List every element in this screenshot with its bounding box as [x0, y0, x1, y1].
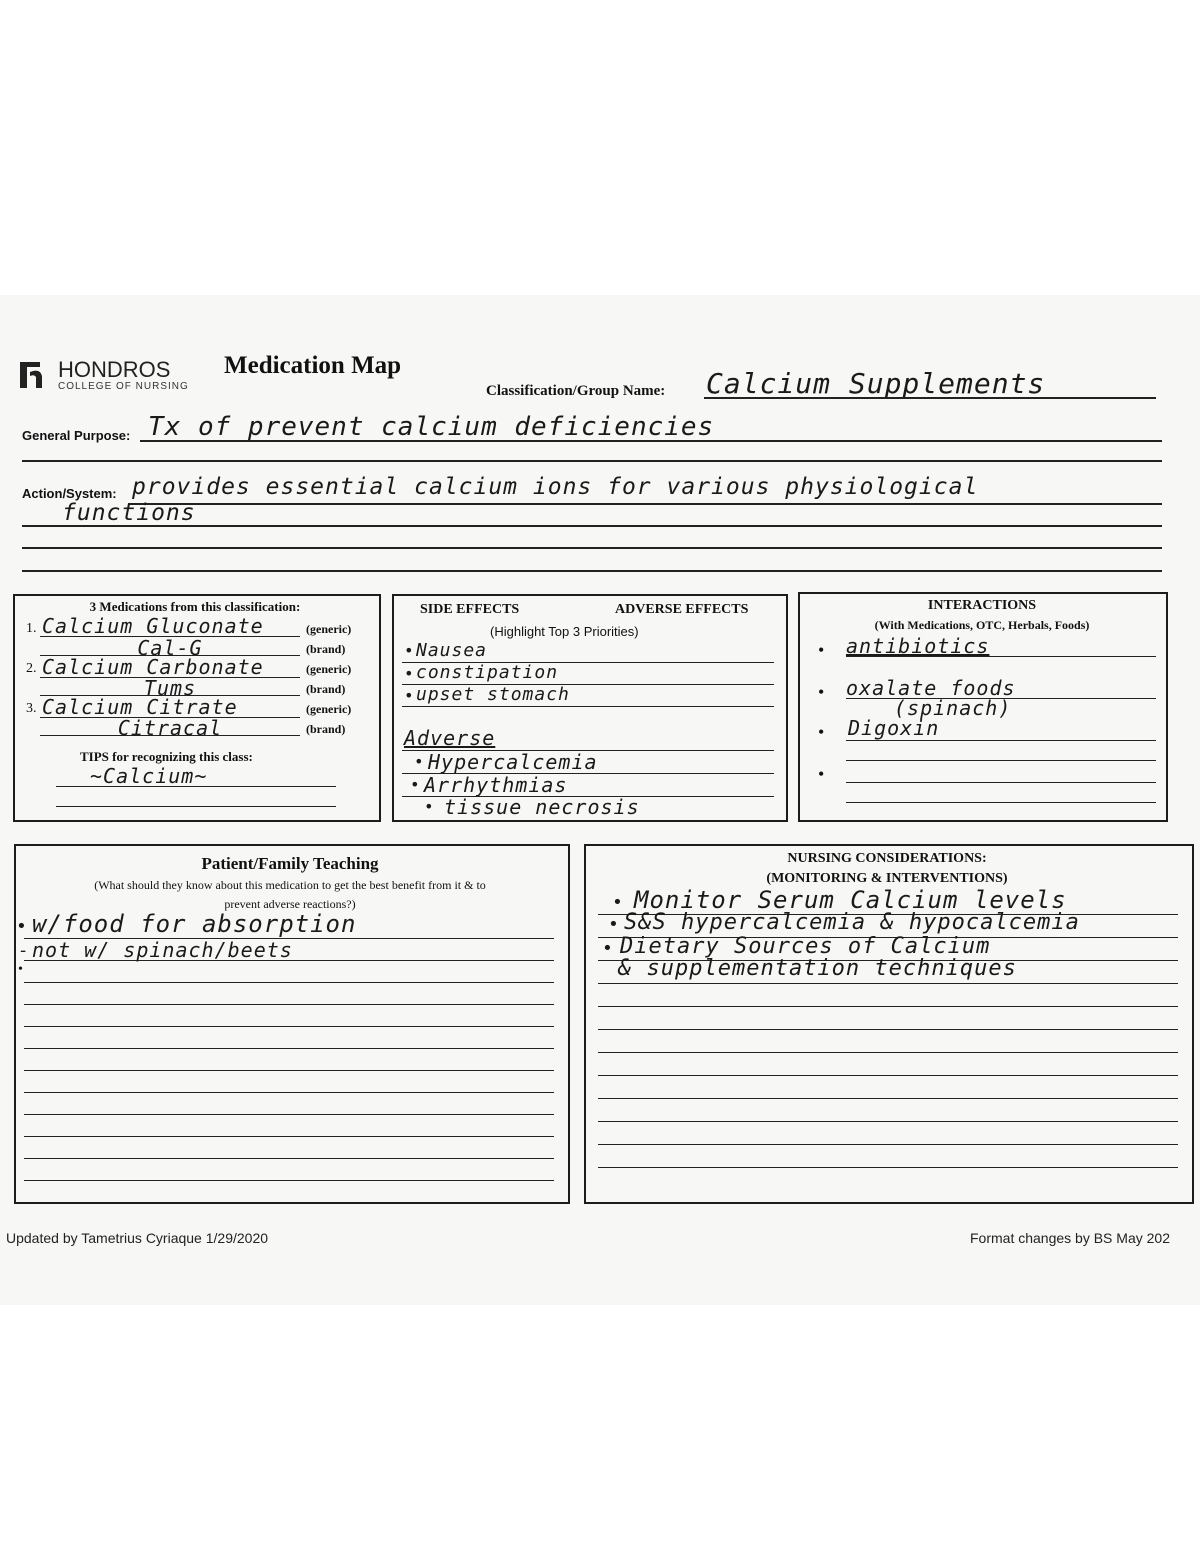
teaching-subheading: (What should they know about this medication to get the best benefit from it & to: [94, 878, 486, 892]
action-system-line-4: [22, 570, 1162, 572]
interaction-2: oxalate foods: [846, 676, 1016, 700]
teaching-heading: Patient/Family Teaching: [201, 854, 379, 873]
tips-label: TIPS for recognizing this class:: [80, 749, 253, 764]
side-effect-1-bullet: •: [404, 641, 415, 660]
nursing-line-5: [598, 1006, 1178, 1007]
nursing-line-10: [598, 1121, 1178, 1122]
interaction-2-bullet: •: [818, 682, 825, 702]
nursing-line-8: [598, 1075, 1178, 1076]
highlight-label: (Highlight Top 3 Priorities): [490, 624, 639, 639]
hondros-logo-icon: [18, 360, 48, 390]
med-1-generic-label: (generic): [306, 622, 352, 636]
adverse-3: tissue necrosis: [444, 795, 640, 819]
interaction-4-bullet: •: [818, 764, 825, 784]
med-1-brand: Cal-G: [137, 636, 203, 660]
side-effect-line-3: [402, 706, 774, 707]
teaching-line-2: [24, 960, 554, 961]
action-system-line-2: [22, 525, 1162, 527]
side-effect-1: Nausea: [416, 640, 488, 661]
side-effects-heading: SIDE EFFECTS: [420, 602, 520, 617]
adverse-2: Arrhythmias: [424, 773, 568, 797]
nursing-line-9: [598, 1098, 1178, 1099]
side-effect-3: upset stomach: [416, 684, 570, 705]
tips-value: ~Calcium~: [90, 764, 208, 788]
interaction-3-bullet: •: [818, 722, 825, 742]
nursing-line-6: [598, 1029, 1178, 1030]
teaching-line-6: [24, 1048, 554, 1049]
adverse-3-bullet: •: [424, 797, 435, 816]
nursing-line-4: [598, 983, 1178, 984]
med-3-generic-label: (generic): [306, 702, 352, 716]
tips-line-2: [56, 806, 336, 807]
adverse-1: Hypercalcemia: [428, 750, 598, 774]
classification-value: Calcium Supplements: [706, 367, 1046, 400]
interactions-heading: INTERACTIONS: [927, 598, 1037, 613]
nursing-line-12: [598, 1167, 1178, 1168]
teaching-1-bullet: •: [16, 916, 28, 937]
med-3-number: 3.: [26, 701, 37, 716]
nursing-line-7: [598, 1052, 1178, 1053]
nursing-2: S&S hypercalcemia & hypocalcemia: [624, 910, 1080, 935]
teaching-line-3: [24, 982, 554, 983]
nursing-subheading: (MONITORING & INTERVENTIONS): [766, 871, 1008, 886]
med-3-brand-label: (brand): [306, 722, 346, 736]
side-effect-2-bullet: •: [404, 664, 415, 683]
teaching-2: not w/ spinach/beets: [32, 938, 293, 962]
med-3-brand-line: [40, 735, 300, 736]
teaching-line-4: [24, 1004, 554, 1005]
med-2-number: 2.: [26, 661, 37, 676]
interaction-line-6: [846, 802, 1156, 803]
nursing-line-11: [598, 1144, 1178, 1145]
action-system-value: provides essential calcium ions for various physiological: [132, 474, 979, 500]
medications-heading: 3 Medications from this classification:: [89, 599, 301, 614]
logo-subtitle: COLLEGE OF NURSING: [58, 381, 189, 392]
teaching-line-8: [24, 1092, 554, 1093]
interaction-1-bullet: •: [818, 640, 825, 660]
interaction-line-3: [846, 740, 1156, 741]
teaching-3-bullet: •: [18, 962, 23, 977]
page-title: Medication Map: [224, 352, 402, 379]
logo-name: HONDROS: [58, 357, 171, 382]
classification-label: Classification/Group Name:: [486, 383, 666, 399]
side-effect-3-bullet: •: [404, 686, 415, 705]
interaction-line-5: [846, 782, 1156, 783]
general-purpose-label: General Purpose:: [22, 428, 131, 443]
nursing-4: & supplementation techniques: [618, 956, 1017, 981]
interaction-3: Digoxin: [848, 716, 940, 740]
teaching-1: w/food for absorption: [32, 910, 357, 938]
action-system-line: [128, 503, 1162, 505]
action-system-label: Action/System:: [22, 486, 117, 501]
med-2-generic-label: (generic): [306, 662, 352, 676]
med-1-generic: Calcium Gluconate: [42, 614, 264, 638]
general-purpose-line-2: [22, 460, 1162, 462]
general-purpose-line: [140, 440, 1162, 442]
adverse-heading: Adverse: [404, 726, 496, 750]
adverse-2-bullet: •: [410, 775, 421, 794]
interaction-2-detail: (spinach): [894, 696, 1012, 720]
med-2-brand: Tums: [143, 676, 197, 700]
footer-updated-by: Updated by Tametrius Cyriaque 1/29/2020: [6, 1230, 269, 1246]
med-1-brand-label: (brand): [306, 642, 346, 656]
nursing-3: Dietary Sources of Calcium: [620, 934, 991, 959]
tips-line: [56, 786, 336, 787]
teaching-line-11: [24, 1158, 554, 1159]
adverse-effects-heading: ADVERSE EFFECTS: [615, 602, 749, 617]
interaction-1: antibiotics: [846, 634, 990, 658]
teaching-2-bullet: -: [18, 940, 30, 961]
action-system-value-2: functions: [62, 500, 196, 526]
med-2-generic: Calcium Carbonate: [42, 655, 264, 679]
teaching-line-12: [24, 1180, 554, 1181]
teaching-line-10: [24, 1136, 554, 1137]
teaching-line-9: [24, 1114, 554, 1115]
nursing-3-bullet: •: [602, 938, 614, 959]
general-purpose-value: Tx of prevent calcium deficiencies: [148, 412, 715, 442]
med-3-brand: Citracal: [117, 716, 223, 740]
nursing-1: Monitor Serum Calcium levels: [634, 886, 1067, 914]
nursing-2-bullet: •: [608, 914, 620, 935]
footer-format-changes: Format changes by BS May 202: [970, 1230, 1170, 1246]
side-effect-2: constipation: [416, 662, 559, 683]
teaching-subheading-2: prevent adverse reactions?): [224, 897, 356, 911]
med-1-number: 1.: [26, 621, 37, 636]
med-2-brand-label: (brand): [306, 682, 346, 696]
adverse-1-bullet: •: [414, 752, 425, 771]
nursing-1-bullet: •: [612, 892, 624, 913]
interactions-subheading: (With Medications, OTC, Herbals, Foods): [874, 618, 1090, 632]
interaction-line-4: [846, 760, 1156, 761]
teaching-line-7: [24, 1070, 554, 1071]
classification-line: [704, 397, 1156, 399]
nursing-heading: NURSING CONSIDERATIONS:: [787, 851, 987, 866]
interaction-line-1: [846, 656, 1156, 657]
med-3-generic: Calcium Citrate: [42, 695, 238, 719]
action-system-line-3: [22, 547, 1162, 549]
teaching-line-5: [24, 1026, 554, 1027]
